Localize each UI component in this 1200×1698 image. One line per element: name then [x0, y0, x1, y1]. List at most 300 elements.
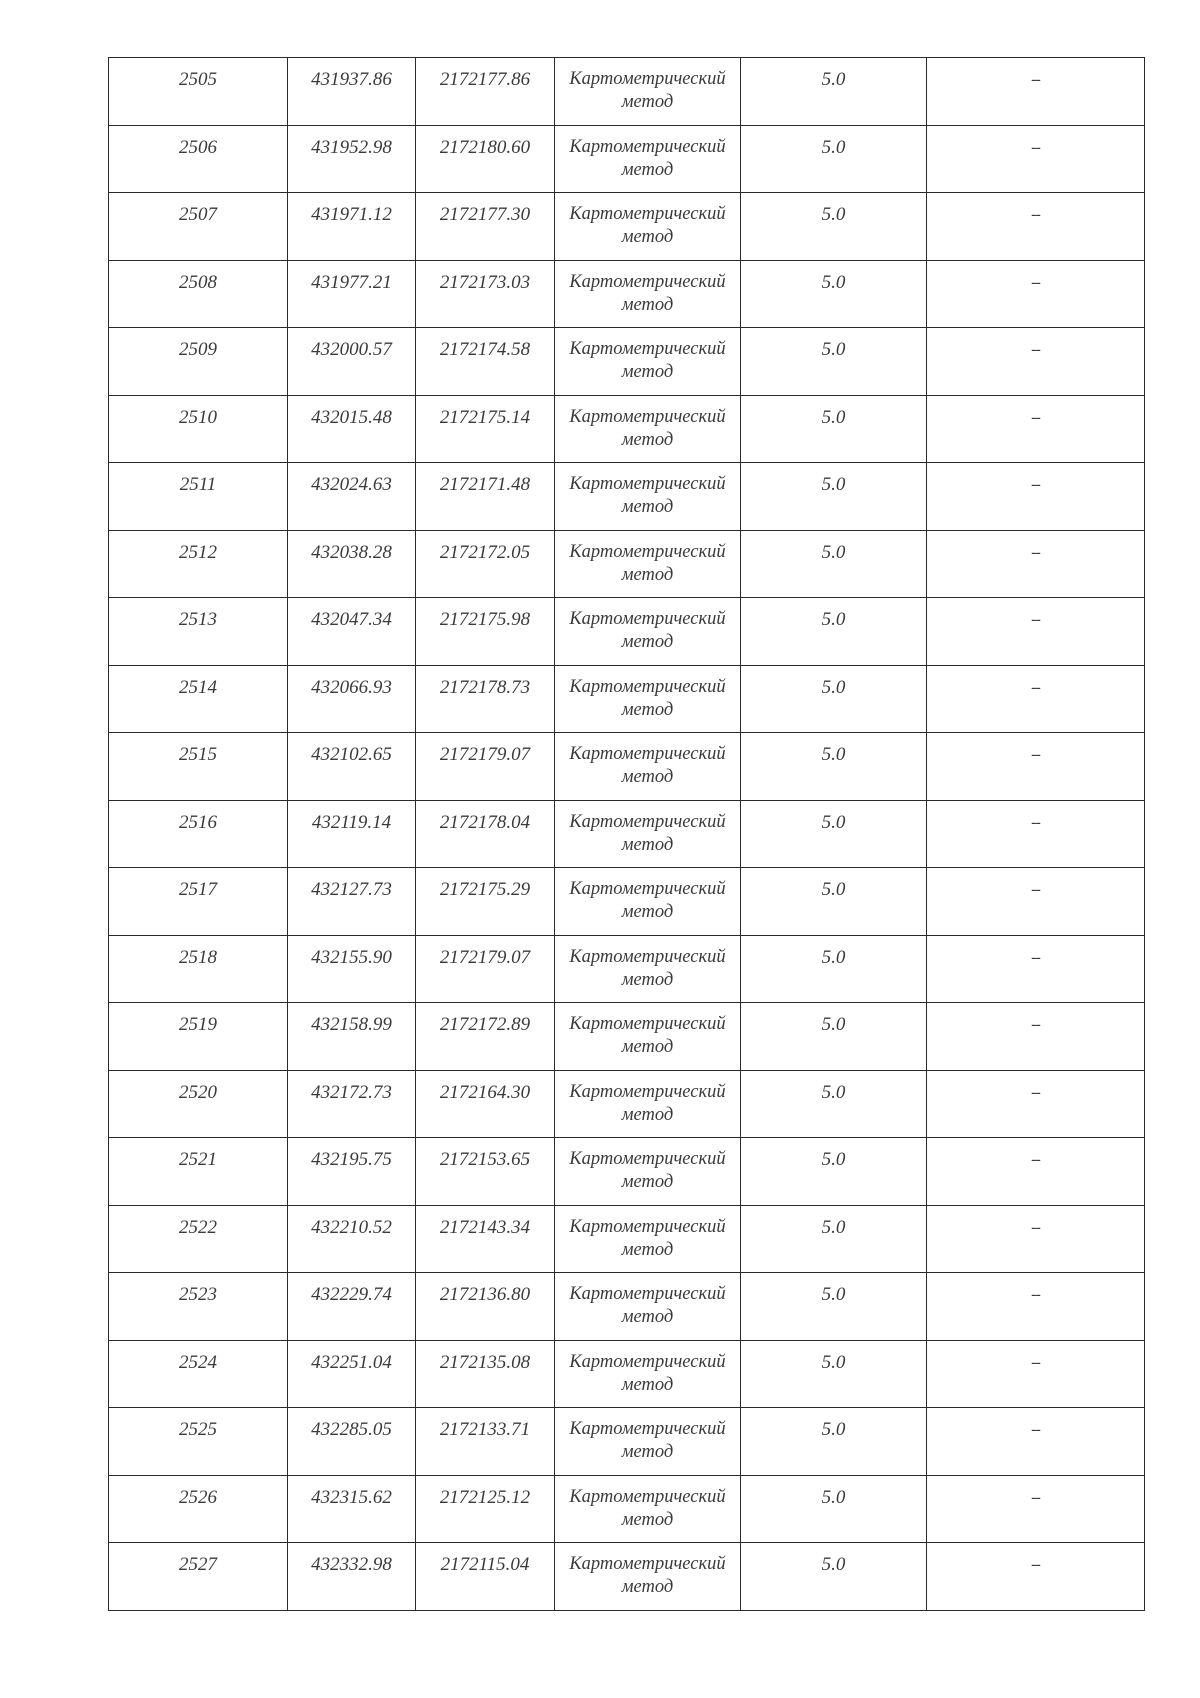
method-cell [555, 193, 741, 261]
method-text [555, 1071, 740, 1127]
coordinate-x: 432024.63 [311, 474, 392, 495]
coordinate-x-cell [288, 1475, 416, 1543]
method-line-1: Картометрический [569, 1216, 726, 1237]
note-value-cell [927, 1138, 1145, 1206]
note-value-cell [927, 395, 1145, 463]
coordinate-x-cell [288, 530, 416, 598]
method-line-1: Картометрический [569, 1081, 726, 1102]
method-line-1: Картометрический [569, 946, 726, 967]
method-line-1: Картометрический [569, 1149, 726, 1169]
coordinate-y: 2172179.07 [439, 946, 531, 968]
method-line-2: метод [621, 92, 674, 112]
method-line-1: Картометрический [569, 1351, 726, 1372]
method-text [555, 463, 740, 519]
note-value: -- [1031, 71, 1040, 88]
note-value: -- [1031, 476, 1040, 493]
table-row [109, 1205, 1145, 1273]
method-cell [555, 1138, 741, 1206]
point-number: 2515 [179, 744, 217, 765]
note-value-cell [927, 463, 1145, 531]
coordinate-x-cell [288, 733, 416, 801]
coordinate-x-cell [288, 260, 416, 328]
method-line-1: Картометрический [569, 676, 726, 697]
coordinate-y-cell [416, 1408, 555, 1476]
point-number: 2525 [179, 1419, 217, 1440]
note-value-cell [927, 1003, 1145, 1071]
note-value: -- [1031, 206, 1040, 223]
coordinate-y-cell [416, 260, 555, 328]
note-value-cell [927, 1070, 1145, 1138]
accuracy-value-cell [741, 1543, 927, 1611]
coordinate-y-cell [416, 1475, 555, 1543]
note-value: -- [1031, 746, 1040, 763]
coordinate-y: 2172115.04 [440, 1554, 530, 1575]
note-value: -- [1031, 1556, 1040, 1573]
coordinate-y: 2172177.86 [439, 69, 531, 90]
coordinate-x-cell [288, 1273, 416, 1341]
coordinate-y: 2172164.30 [439, 1081, 531, 1103]
method-line-1: Картометрический [569, 204, 726, 224]
coordinate-y: 2172171.48 [439, 474, 531, 495]
method-line-2: метод [621, 1037, 674, 1057]
coordinate-x: 432172.73 [311, 1081, 392, 1103]
point-number: 2522 [179, 1216, 217, 1238]
point-number: 2513 [179, 609, 217, 630]
accuracy-value: 5.0 [821, 1081, 846, 1103]
coordinate-y: 2172175.98 [439, 609, 531, 630]
coordinate-x-cell [288, 665, 416, 733]
accuracy-value-cell [741, 598, 927, 666]
point-number: 2514 [179, 676, 217, 698]
coordinate-x: 432015.48 [311, 406, 392, 428]
accuracy-value-cell [741, 733, 927, 801]
accuracy-value: 5.0 [821, 1216, 846, 1238]
note-value-cell [927, 665, 1145, 733]
method-cell [555, 328, 741, 396]
point-number-cell [109, 1138, 288, 1206]
coordinate-x: 431971.12 [311, 204, 392, 225]
point-number: 2518 [179, 946, 217, 968]
method-line-2: метод [621, 1374, 674, 1395]
point-number: 2505 [179, 69, 217, 90]
method-line-2: метод [621, 902, 674, 922]
point-number: 2511 [179, 474, 217, 495]
coordinate-x-cell [288, 125, 416, 193]
note-value: -- [1031, 813, 1040, 831]
accuracy-value-cell [741, 463, 927, 531]
method-cell [555, 530, 741, 598]
note-value-cell [927, 868, 1145, 936]
method-cell [555, 125, 741, 193]
note-value: -- [1031, 408, 1040, 426]
point-number: 2519 [179, 1014, 217, 1035]
accuracy-value: 5.0 [821, 811, 846, 833]
coordinate-x-cell [288, 1340, 416, 1408]
method-cell [555, 395, 741, 463]
accuracy-value: 5.0 [821, 1351, 846, 1373]
method-line-2: метод [621, 1442, 674, 1462]
point-number-cell [109, 598, 288, 666]
coordinate-y-cell [416, 1070, 555, 1138]
table-row [109, 58, 1145, 126]
coordinate-y: 2172153.65 [439, 1149, 531, 1170]
note-value-cell [927, 935, 1145, 1003]
method-line-2: метод [621, 564, 674, 585]
method-line-2: метод [621, 294, 674, 315]
method-line-2: метод [621, 159, 674, 180]
coordinate-x-cell [288, 1205, 416, 1273]
point-number: 2524 [179, 1351, 217, 1373]
accuracy-value: 5.0 [821, 204, 846, 225]
point-number-cell [109, 328, 288, 396]
accuracy-value: 5.0 [821, 474, 846, 495]
method-text [555, 328, 740, 384]
coordinate-y: 2172175.29 [439, 879, 531, 900]
point-number-cell [109, 665, 288, 733]
method-line-1: Картометрический [569, 811, 726, 832]
accuracy-value-cell [741, 935, 927, 1003]
coordinate-y-cell [416, 733, 555, 801]
method-line-1: Картометрический [569, 879, 726, 899]
point-number: 2527 [179, 1554, 217, 1575]
coordinate-y: 2172125.12 [439, 1486, 531, 1508]
note-value: -- [1031, 678, 1040, 696]
coordinate-y: 2172173.03 [439, 271, 531, 293]
coordinate-x: 431977.21 [311, 271, 392, 293]
coordinate-y-cell [416, 530, 555, 598]
coordinate-y-cell [416, 125, 555, 193]
point-number-cell [109, 260, 288, 328]
method-cell [555, 800, 741, 868]
point-number: 2506 [179, 136, 217, 158]
point-number: 2521 [179, 1149, 217, 1170]
accuracy-value-cell [741, 125, 927, 193]
coordinate-x-cell [288, 463, 416, 531]
method-line-2: метод [621, 699, 674, 720]
note-value-cell [927, 1273, 1145, 1341]
coordinate-x-cell [288, 935, 416, 1003]
coordinate-x-cell [288, 1138, 416, 1206]
method-text [555, 1476, 740, 1532]
accuracy-value-cell [741, 1138, 927, 1206]
method-line-2: метод [621, 227, 674, 247]
method-line-1: Картометрический [569, 1284, 726, 1304]
coordinate-x: 432000.57 [311, 339, 392, 360]
method-cell [555, 1543, 741, 1611]
coordinate-y-cell [416, 800, 555, 868]
accuracy-value-cell [741, 1475, 927, 1543]
accuracy-value-cell [741, 328, 927, 396]
note-value-cell [927, 328, 1145, 396]
coordinate-y-cell [416, 1273, 555, 1341]
method-cell [555, 868, 741, 936]
coordinate-x: 432119.14 [311, 811, 392, 833]
method-line-2: метод [621, 969, 674, 990]
point-number-cell [109, 193, 288, 261]
method-cell [555, 1273, 741, 1341]
method-cell [555, 733, 741, 801]
coordinate-x: 432285.05 [311, 1419, 392, 1440]
note-value-cell [927, 733, 1145, 801]
point-number-cell [109, 58, 288, 126]
method-cell [555, 463, 741, 531]
note-value-cell [927, 1408, 1145, 1476]
accuracy-value: 5.0 [821, 1284, 846, 1305]
table-row [109, 260, 1145, 328]
table-row [109, 1003, 1145, 1071]
coordinate-x: 432251.04 [311, 1351, 392, 1373]
coordinate-y-cell [416, 463, 555, 531]
accuracy-value: 5.0 [821, 676, 846, 698]
coordinate-x: 432158.99 [311, 1014, 392, 1035]
coordinate-y-cell [416, 58, 555, 126]
point-number-cell [109, 1070, 288, 1138]
coordinate-y: 2172172.89 [439, 1014, 531, 1035]
accuracy-value-cell [741, 58, 927, 126]
coordinates-table [108, 57, 1145, 1611]
method-line-1: Картометрический [569, 744, 726, 764]
table-row [109, 935, 1145, 1003]
method-text [555, 1003, 740, 1059]
method-text [555, 868, 740, 924]
method-line-1: Картометрический [569, 1419, 726, 1439]
point-number: 2517 [179, 879, 217, 900]
accuracy-value-cell [741, 395, 927, 463]
accuracy-value: 5.0 [821, 339, 846, 360]
method-line-2: метод [621, 632, 674, 652]
method-text [555, 126, 740, 182]
method-line-2: метод [621, 362, 674, 382]
point-number: 2526 [179, 1486, 217, 1508]
coordinate-y: 2172136.80 [439, 1284, 531, 1305]
point-number-cell [109, 733, 288, 801]
accuracy-value: 5.0 [821, 1014, 846, 1035]
coordinate-y-cell [416, 193, 555, 261]
point-number-cell [109, 1003, 288, 1071]
coordinate-x: 432038.28 [311, 541, 392, 563]
note-value: -- [1031, 1016, 1040, 1033]
coordinate-x-cell [288, 395, 416, 463]
coordinate-y-cell [416, 1003, 555, 1071]
method-text [555, 1341, 740, 1397]
method-line-1: Картометрический [569, 136, 726, 157]
table-row [109, 1340, 1145, 1408]
note-value: -- [1031, 948, 1040, 966]
method-text [555, 58, 740, 114]
point-number-cell [109, 1408, 288, 1476]
table-row [109, 1070, 1145, 1138]
coordinate-y: 2172180.60 [439, 136, 531, 158]
coordinate-y: 2172172.05 [439, 541, 531, 563]
accuracy-value-cell [741, 530, 927, 598]
point-number-cell [109, 1273, 288, 1341]
coordinate-y-cell [416, 1138, 555, 1206]
method-line-1: Картометрический [569, 541, 726, 562]
method-line-1: Картометрический [569, 1486, 726, 1507]
note-value-cell [927, 125, 1145, 193]
coordinate-y: 2172177.30 [439, 204, 531, 225]
accuracy-value-cell [741, 665, 927, 733]
coordinate-x-cell [288, 1408, 416, 1476]
method-line-1: Картометрический [569, 1014, 726, 1034]
table-row [109, 463, 1145, 531]
point-number: 2523 [179, 1284, 217, 1305]
note-value-cell [927, 1340, 1145, 1408]
coordinate-x-cell [288, 1003, 416, 1071]
method-line-2: метод [621, 1509, 674, 1530]
point-number-cell [109, 868, 288, 936]
accuracy-value: 5.0 [821, 946, 846, 968]
coordinate-y: 2172143.34 [439, 1216, 531, 1238]
coordinate-y-cell [416, 328, 555, 396]
accuracy-value: 5.0 [821, 406, 846, 428]
note-value: -- [1031, 1488, 1040, 1506]
method-line-2: метод [621, 1172, 674, 1192]
coordinate-x: 432332.98 [311, 1554, 392, 1575]
point-number-cell [109, 800, 288, 868]
method-cell [555, 598, 741, 666]
coordinate-y: 2172175.14 [439, 406, 531, 428]
accuracy-value: 5.0 [821, 271, 846, 293]
method-line-2: метод [621, 1577, 674, 1597]
point-number-cell [109, 125, 288, 193]
coordinate-y-cell [416, 1340, 555, 1408]
coordinate-y-cell [416, 868, 555, 936]
table-row [109, 733, 1145, 801]
coordinate-x-cell [288, 598, 416, 666]
point-number: 2509 [179, 339, 217, 360]
method-text [555, 396, 740, 452]
accuracy-value: 5.0 [821, 69, 846, 90]
table-row [109, 1543, 1145, 1611]
method-text [555, 531, 740, 587]
point-number-cell [109, 1543, 288, 1611]
accuracy-value-cell [741, 1408, 927, 1476]
method-line-2: метод [621, 767, 674, 787]
note-value: -- [1031, 1218, 1040, 1236]
accuracy-value: 5.0 [821, 1149, 846, 1170]
note-value: -- [1031, 341, 1040, 358]
accuracy-value: 5.0 [821, 136, 846, 158]
coordinate-x-cell [288, 1543, 416, 1611]
method-line-2: метод [621, 497, 674, 517]
point-number: 2508 [179, 271, 217, 293]
table-row [109, 868, 1145, 936]
accuracy-value-cell [741, 1340, 927, 1408]
coordinate-x: 432102.65 [311, 744, 392, 765]
accuracy-value-cell [741, 1070, 927, 1138]
note-value-cell [927, 530, 1145, 598]
coordinate-y: 2172178.04 [439, 811, 531, 833]
coordinate-x: 432155.90 [311, 946, 392, 968]
coordinate-y: 2172178.73 [439, 676, 531, 698]
method-line-1: Картометрический [569, 1554, 726, 1574]
coordinate-y-cell [416, 395, 555, 463]
point-number: 2510 [179, 406, 217, 428]
method-cell [555, 1003, 741, 1071]
accuracy-value: 5.0 [821, 1554, 846, 1575]
note-value-cell [927, 1543, 1145, 1611]
method-text [555, 1543, 740, 1599]
method-line-2: метод [621, 1239, 674, 1260]
method-line-2: метод [621, 429, 674, 450]
point-number: 2512 [179, 541, 217, 563]
table-row [109, 665, 1145, 733]
coordinate-y: 2172133.71 [439, 1419, 531, 1440]
method-line-2: метод [621, 834, 674, 855]
coordinate-x-cell [288, 193, 416, 261]
note-value-cell [927, 1475, 1145, 1543]
accuracy-value: 5.0 [821, 1486, 846, 1508]
method-cell [555, 1408, 741, 1476]
note-value: -- [1031, 138, 1040, 156]
coordinate-y-cell [416, 598, 555, 666]
table-row [109, 328, 1145, 396]
table-row [109, 125, 1145, 193]
method-text [555, 193, 740, 249]
table-row [109, 395, 1145, 463]
table-row [109, 530, 1145, 598]
method-text [555, 666, 740, 722]
coordinate-x: 432066.93 [311, 676, 392, 698]
table-row [109, 1408, 1145, 1476]
coordinate-x-cell [288, 868, 416, 936]
point-number: 2520 [179, 1081, 217, 1103]
method-cell [555, 260, 741, 328]
coordinate-x-cell [288, 1070, 416, 1138]
accuracy-value: 5.0 [821, 1419, 846, 1440]
coordinate-x-cell [288, 58, 416, 126]
point-number-cell [109, 395, 288, 463]
table-row [109, 800, 1145, 868]
accuracy-value-cell [741, 1003, 927, 1071]
note-value: -- [1031, 611, 1040, 628]
method-cell [555, 1340, 741, 1408]
point-number-cell [109, 1205, 288, 1273]
coordinate-y: 2172174.58 [439, 339, 531, 360]
accuracy-value: 5.0 [821, 541, 846, 563]
note-value-cell [927, 260, 1145, 328]
method-text [555, 1408, 740, 1464]
note-value-cell [927, 800, 1145, 868]
accuracy-value: 5.0 [821, 879, 846, 900]
accuracy-value-cell [741, 800, 927, 868]
point-number-cell [109, 530, 288, 598]
accuracy-value-cell [741, 868, 927, 936]
table-row [109, 193, 1145, 261]
accuracy-value-cell [741, 1205, 927, 1273]
coordinate-x: 432229.74 [311, 1284, 392, 1305]
coordinates-table-body [109, 58, 1145, 1611]
coordinate-x: 432210.52 [311, 1216, 392, 1238]
method-line-1: Картометрический [569, 339, 726, 359]
note-value: -- [1031, 1353, 1040, 1371]
method-line-1: Картометрический [569, 271, 726, 292]
coordinate-x: 431952.98 [311, 136, 392, 158]
method-cell [555, 1205, 741, 1273]
accuracy-value: 5.0 [821, 744, 846, 765]
coordinate-x: 432047.34 [311, 609, 392, 630]
note-value: -- [1031, 273, 1040, 291]
method-cell [555, 58, 741, 126]
note-value-cell [927, 1205, 1145, 1273]
note-value-cell [927, 193, 1145, 261]
method-line-1: Картометрический [569, 609, 726, 629]
method-text [555, 936, 740, 992]
coordinate-x-cell [288, 800, 416, 868]
coordinate-y: 2172179.07 [439, 744, 531, 765]
coordinate-x: 432127.73 [311, 879, 392, 900]
